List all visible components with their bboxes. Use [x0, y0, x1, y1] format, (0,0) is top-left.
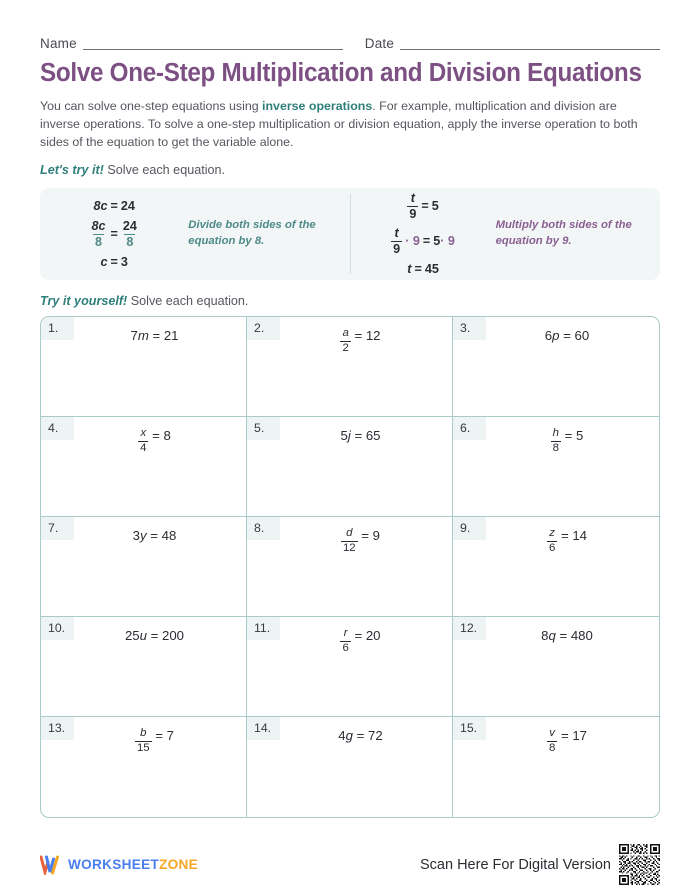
problem-equation [453, 628, 659, 643]
denominator: 6 [342, 641, 349, 654]
scan-section [420, 844, 660, 885]
problem-number: 7. [41, 517, 74, 540]
right-hand-side: 12 [365, 328, 381, 344]
numerator: d [346, 527, 353, 540]
problem-equation [41, 628, 246, 643]
page-footer [40, 844, 660, 885]
denominator: 6 [548, 541, 556, 554]
result-variable: c [100, 255, 108, 270]
right-hand-side: 72 [368, 728, 383, 744]
variable: p [552, 328, 560, 344]
problem-number: 5. [247, 417, 280, 440]
right-hand-side: 5 [576, 428, 584, 444]
scan-label: Scan Here For Digital Version [420, 856, 611, 873]
denominator: 9 [393, 241, 401, 256]
problem-cell[interactable] [247, 717, 453, 817]
rhs-multiplier: · 9 [440, 234, 455, 249]
coefficient: 8 [541, 628, 549, 644]
variable: j [347, 428, 351, 444]
example-division-steps [40, 199, 188, 269]
equals-sign: = [146, 528, 162, 544]
right-hand-side: 7 [166, 728, 175, 744]
problem-number: 9. [453, 517, 486, 540]
logo-w-icon [40, 855, 62, 875]
denominator: 15 [136, 741, 150, 754]
problem-number: 3. [453, 317, 486, 340]
logo-zone: ZONE [159, 857, 199, 872]
problem-equation [41, 728, 246, 754]
problem-cell[interactable] [41, 617, 247, 717]
name-input-line[interactable] [83, 37, 343, 50]
numerator: b [140, 727, 147, 740]
fraction [341, 528, 358, 554]
problem-cell[interactable] [41, 417, 247, 517]
intro-text-1: You can solve one-step equations using [40, 98, 263, 113]
coefficient: 7 [130, 328, 138, 344]
example-division [40, 188, 350, 280]
result-value: 45 [424, 262, 439, 277]
try-yourself-rest: Solve each equation. [127, 294, 249, 309]
denominator: 8 [94, 234, 102, 249]
equals-sign: = [146, 628, 163, 644]
right-hand-side: 65 [365, 428, 381, 444]
equals-sign: = [422, 234, 431, 249]
example1-frac-left [89, 220, 107, 248]
fraction [547, 728, 557, 754]
coefficient: 3 [132, 528, 141, 544]
equals-sign: = [110, 199, 118, 214]
example2-multiplier: · 9 [405, 234, 420, 249]
example2-line2 [391, 227, 455, 255]
equals-sign: = [557, 728, 573, 744]
right-hand-side: 60 [574, 328, 590, 344]
right-hand-side: 17 [572, 728, 588, 744]
problem-number: 6. [453, 417, 486, 440]
numerator: t [394, 226, 399, 241]
right-hand-side: 20 [365, 628, 381, 644]
numerator: v [549, 727, 555, 740]
numerator: h [552, 427, 559, 440]
right-hand-side: 200 [162, 628, 185, 644]
problem-cell[interactable] [247, 617, 453, 717]
right-hand-side: 480 [570, 628, 593, 644]
fraction [551, 428, 561, 454]
equals-sign: = [414, 262, 422, 277]
problem-cell[interactable] [453, 717, 659, 817]
problem-equation [247, 528, 452, 554]
page-title: Solve One-Step Multiplication and Division Equations [40, 59, 642, 87]
coefficient: 4 [338, 728, 346, 744]
problem-cell[interactable] [247, 517, 453, 617]
denominator: 12 [342, 541, 356, 554]
problem-equation [453, 528, 659, 554]
problem-cell[interactable] [41, 317, 247, 417]
logo-text [68, 857, 198, 872]
coefficient: 25 [124, 628, 140, 644]
try-yourself-label: Try it yourself! [40, 294, 128, 309]
problem-equation [247, 728, 452, 743]
denominator: 2 [342, 341, 349, 354]
worked-examples-box [40, 188, 660, 280]
intro-bold-term: inverse operations [262, 98, 373, 113]
denominator: 4 [140, 441, 147, 454]
equals-sign: = [555, 628, 571, 644]
example2-frac-step [391, 227, 402, 255]
lets-try-line [40, 163, 660, 177]
denominator: 8 [552, 441, 559, 454]
problem-number: 1. [41, 317, 74, 340]
qr-code-icon[interactable] [619, 844, 660, 885]
numerator: a [342, 327, 349, 340]
equals-sign: = [352, 728, 369, 744]
example-multiplication [351, 188, 661, 280]
problem-number: 11. [247, 617, 280, 640]
problem-equation [453, 328, 659, 343]
variable: u [139, 628, 147, 644]
problem-number: 12. [453, 617, 486, 640]
problem-cell[interactable] [453, 617, 659, 717]
example2-rhs: 5 [431, 199, 439, 214]
equals-sign: = [560, 428, 577, 444]
example1-line1 [93, 199, 134, 213]
fraction [547, 528, 557, 554]
numerator: 24 [122, 219, 137, 234]
problem-equation [41, 428, 246, 454]
try-yourself-line [40, 294, 660, 308]
problem-cell[interactable] [247, 417, 453, 517]
problem-equation [41, 328, 246, 343]
problems-grid [40, 316, 660, 818]
right-hand-side: 8 [163, 428, 171, 444]
numerator: 8c [91, 219, 106, 234]
problem-cell[interactable] [41, 717, 247, 817]
problem-cell[interactable] [453, 517, 659, 617]
worksheet-zone-logo[interactable] [40, 855, 198, 875]
example1-result [100, 255, 127, 269]
name-label: Name [40, 36, 77, 51]
equals-sign: = [110, 255, 118, 270]
numerator: z [549, 527, 555, 540]
problem-number: 8. [247, 517, 280, 540]
right-hand-side: 14 [572, 528, 588, 544]
example2-frac [407, 192, 418, 220]
result-value: 3 [120, 255, 128, 270]
equals-sign: = [151, 728, 167, 744]
denominator: 9 [409, 206, 417, 221]
denominator: 8 [126, 234, 134, 249]
right-hand-side: 9 [372, 528, 381, 544]
example1-frac-right [121, 220, 139, 248]
problem-equation [453, 428, 659, 454]
example2-line1 [407, 192, 438, 220]
problem-number: 4. [41, 417, 74, 440]
fraction [340, 328, 350, 354]
equals-sign: = [350, 628, 366, 644]
variable: m [137, 328, 149, 344]
problem-cell[interactable] [41, 517, 247, 617]
rhs-value: 5 [433, 234, 441, 249]
equals-sign: = [357, 528, 373, 544]
problem-equation [41, 528, 246, 543]
coefficient: 6 [544, 328, 553, 344]
example2-rhs-step [433, 234, 455, 248]
example2-result [407, 262, 439, 276]
numerator: x [140, 427, 147, 440]
right-hand-side: 48 [161, 528, 177, 544]
name-date-row [40, 0, 660, 51]
problem-number: 13. [41, 717, 74, 740]
problem-cell[interactable] [453, 417, 659, 517]
equals-sign: = [421, 199, 429, 214]
example2-note: Multiply both sides of the equation by 9. [495, 219, 632, 248]
numerator: t [410, 191, 415, 206]
problem-equation [247, 628, 452, 654]
coefficient: 5 [340, 428, 348, 444]
problem-cell[interactable] [247, 317, 453, 417]
problem-equation [247, 428, 452, 443]
date-label: Date [364, 36, 395, 51]
logo-worksheet: WORKSHEET [68, 857, 160, 872]
problem-equation [247, 328, 452, 354]
equals-sign: = [110, 227, 118, 242]
lets-try-label: Let's try it! [40, 163, 104, 178]
example-multiplication-steps [351, 192, 496, 276]
fraction [340, 628, 350, 654]
example1-lhs: 8c [93, 199, 108, 214]
variable: g [345, 728, 353, 744]
lets-try-rest: Solve each equation. [103, 163, 226, 178]
fraction [138, 428, 148, 454]
intro-text-2: . For example, multiplication and division are inverse operations. To solve a one-step multiplication or division equation, apply the inverse operation to both sides of the equation to get the variable alone. [40, 98, 638, 149]
equals-sign: = [559, 328, 575, 344]
equals-sign: = [148, 428, 164, 444]
example1-rhs: 24 [120, 199, 135, 214]
problem-number: 15. [453, 717, 486, 740]
problem-number: 10. [41, 617, 74, 640]
result-variable: t [407, 262, 412, 277]
problem-equation [453, 728, 659, 754]
denominator: 8 [548, 741, 556, 754]
equals-sign: = [350, 328, 366, 344]
problem-cell[interactable] [453, 317, 659, 417]
right-hand-side: 21 [163, 328, 179, 344]
example1-note: Divide both sides of the equation by 8. [188, 219, 316, 248]
equals-sign: = [350, 428, 366, 444]
variable: y [140, 528, 147, 544]
problem-number: 2. [247, 317, 280, 340]
numerator: r [343, 627, 348, 640]
problem-number: 14. [247, 717, 280, 740]
fraction [135, 728, 152, 754]
example1-line2 [89, 220, 138, 248]
intro-paragraph [40, 97, 660, 152]
equals-sign: = [148, 328, 164, 344]
equals-sign: = [557, 528, 573, 544]
variable: q [548, 628, 556, 644]
date-input-line[interactable] [400, 37, 660, 50]
